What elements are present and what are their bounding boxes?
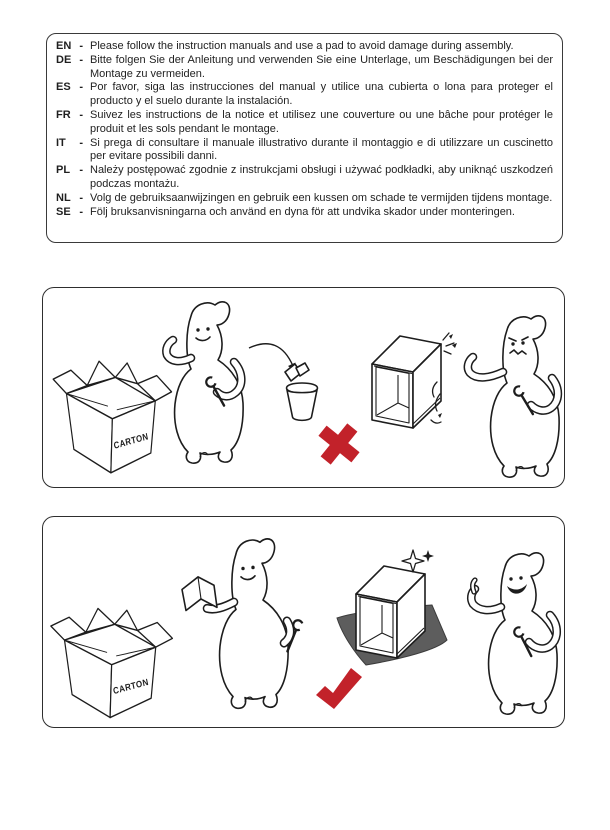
- language-code: NL -: [56, 191, 83, 204]
- notice-text: Volg de gebruiksaanwijzingen en gebruik een kussen om schade te vermijden tijdens montage.: [90, 191, 553, 204]
- language-code: EN -: [56, 40, 83, 52]
- instruction-booklet: [182, 577, 217, 611]
- notice-box: [46, 33, 563, 243]
- cross-mark: [323, 428, 356, 461]
- panel-right-illustration: [43, 517, 564, 727]
- notice-text: Si prega di consultare il manuale illustrativo durante il montaggio e di utilizzare un cuscinetto per evitare possibili danni.: [90, 136, 553, 163]
- notice-text: Por favor, siga las instrucciones del manual y utilice una cubierta o lona para proteger el producto y el suelo durante la instalación.: [90, 81, 553, 108]
- notice-row-nl: [56, 192, 553, 206]
- language-code: DE -: [56, 53, 83, 66]
- figure-reading-manual: [182, 539, 303, 708]
- notice-text: Följ bruksanvisningarna och använd en dyna för att undvika skador under monteringen.: [90, 205, 515, 218]
- carton-label: CARTON: [112, 676, 150, 697]
- notice-row-en: [56, 40, 553, 54]
- notice-text: Bitte folgen Sie der Anleitung und verwenden Sie eine Unterlage, um Beschädigungen bei der Montage zu vermeiden.: [90, 53, 553, 80]
- panel-right-way: [42, 516, 565, 728]
- notice-row-se: [56, 206, 553, 220]
- carton-box: [51, 608, 173, 717]
- language-code: PL -: [56, 164, 83, 177]
- figure-worried: [468, 316, 559, 477]
- toss-arrow: [249, 344, 296, 371]
- figure-tossing-manual: [166, 302, 243, 463]
- notice-row-de: [56, 54, 553, 82]
- language-code: SE -: [56, 205, 83, 218]
- figure-happy-thumbs-up: [471, 553, 557, 714]
- waste-bin: [287, 383, 318, 420]
- panel-wrong-illustration: [43, 288, 564, 487]
- carton-label: CARTON: [112, 430, 150, 451]
- notice-row-es: [56, 81, 553, 109]
- check-mark: [316, 668, 362, 709]
- notice-text: Należy postępować zgodnie z instrukcjami obsługi i używać podkładki, aby uniknąć uszkodzeń podczas montażu.: [90, 164, 553, 190]
- discarded-manual-pages: [285, 363, 309, 381]
- notice-text: Please follow the instruction manuals and use a pad to avoid damage during assembly.: [90, 40, 514, 52]
- notice-row-pl: [56, 164, 553, 192]
- language-code: IT -: [56, 136, 83, 149]
- sparkle-icons: [402, 550, 434, 572]
- notice-text: Suivez les instructions de la notice et utilisez une couverture ou une bâche pour protéger le produit et les sols pendant le montage.: [90, 108, 553, 135]
- notice-row-fr: [56, 109, 553, 137]
- language-code: FR -: [56, 108, 83, 121]
- notice-row-it: [56, 137, 553, 165]
- carton-box: [53, 361, 171, 473]
- language-code: ES -: [56, 81, 83, 94]
- damaged-cube: [372, 333, 457, 428]
- panel-wrong-way: [42, 287, 565, 488]
